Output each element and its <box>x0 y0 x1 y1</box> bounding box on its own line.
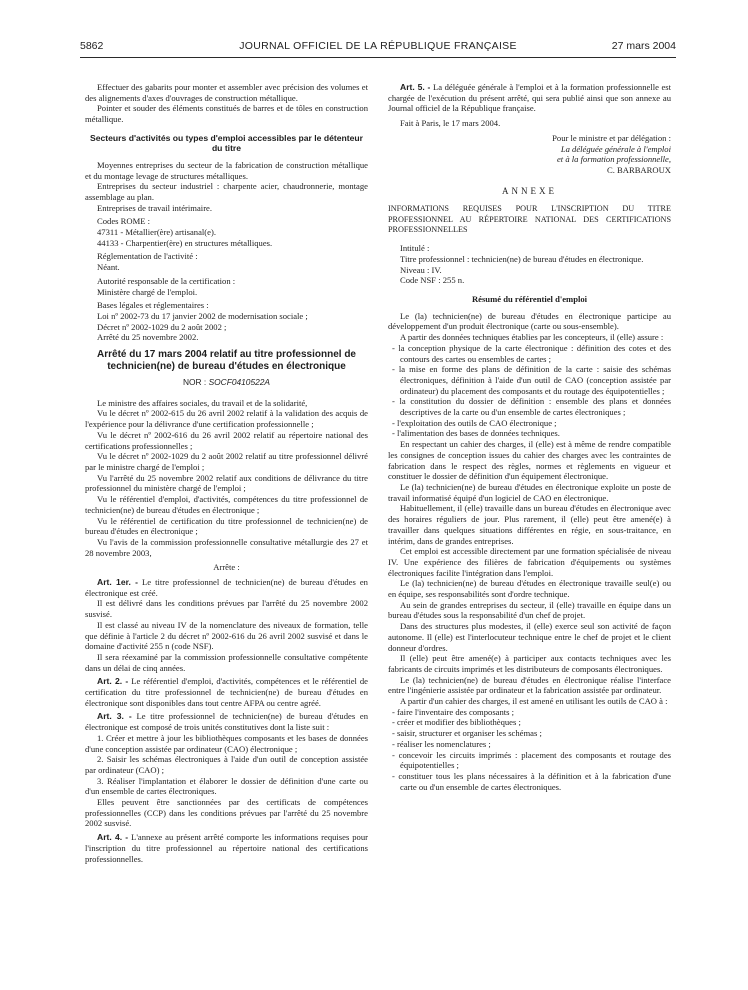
paragraph: Entreprises du secteur industriel : charpente acier, chaudronnerie, montage assemblage au plan. <box>85 181 368 202</box>
nor-reference <box>85 377 368 388</box>
list-item: - la constitution du dossier de définition : ensemble des plans et données descriptives de la carte ou d'un ensemble de cartes électroniques ; <box>392 396 671 418</box>
paragraph: Pointer et souder des éléments constitués de barres et de tôles en construction métallique. <box>85 103 368 125</box>
article-label: Art. 3. - <box>97 711 132 722</box>
annexe-title: ANNEXE <box>502 185 557 196</box>
header-rule <box>80 57 676 58</box>
article-text: L'annexe au présent arrêté comporte les informations requises pour l'inscription du titre professionnel au répertoire national des certifications professionnelles. <box>85 832 368 864</box>
nor-value: SOCF0410522A <box>208 377 271 388</box>
journal-title: JOURNAL OFFICIEL DE LA RÉPUBLIQUE FRANÇAISE <box>239 40 517 52</box>
list-item: - l'alimentation des bases de données techniques. <box>392 428 560 439</box>
list-item: - concevoir les circuits imprimés : placement des composants et routage des équipotentielles ; <box>392 749 671 771</box>
paragraph: Vu le référentiel d'emploi, d'activités, compétences du titre professionnel de technicien(ne) de bureau d'études en électronique ; <box>85 494 368 515</box>
field-label: Autorité responsable de la certification : <box>97 275 236 286</box>
signature-line <box>388 154 671 165</box>
field-value: Ministère chargé de l'emploi. <box>97 286 198 297</box>
paragraph: Le (la) technicien(ne) de bureau d'études en électronique travaille seul(e) ou en équipe, ses responsabilités sont d'ordre technique. <box>388 578 671 600</box>
paragraph: Vu l'arrêté du 25 novembre 2002 relatif aux conditions de délivrance du titre professionnel du ministère chargé de l'emploi ; <box>85 472 368 494</box>
signature-role: La déléguée générale à l'emploi <box>560 143 671 154</box>
field-value: Code NSF : 255 n. <box>400 275 465 286</box>
article-label: Art. 2. - <box>97 676 129 687</box>
article-text: Le titre professionnel de technicien(ne) de bureau d'études en électronique est composé de trois unités constitutives dont la liste suit : <box>85 711 368 733</box>
list-item: 47311 - Métallier(ère) artisanal(e). <box>97 227 216 238</box>
paragraph: Vu le décret nº 2002-615 du 26 avril 2002 relatif à la validation des acquis de l'expérience pour la délivrance d'une certification professionnelle ; <box>85 408 368 430</box>
page-header <box>80 40 676 54</box>
article-label: Art. 4. - <box>97 832 129 843</box>
paragraph: Entreprises de travail intérimaire. <box>97 202 213 213</box>
paragraph: Effectuer des gabarits pour monter et assembler avec précision des volumes et des alignements d'axes d'ouvrages de construction métallique. <box>85 82 368 103</box>
list-item: - l'exploitation des outils de CAO électronique ; <box>392 417 557 428</box>
paragraph: Moyennes entreprises du secteur de la fabrication de construction métallique et du montage levage de structures métalliques. <box>85 159 368 181</box>
list-item: - faire l'inventaire des composants ; <box>392 706 515 717</box>
list-item: Arrêté du 25 novembre 2002. <box>97 332 199 343</box>
decree-title: Arrêté du 17 mars 2004 relatif au titre professionnel de technicien(ne) de bureau d'études en électronique <box>97 349 356 373</box>
article-1 <box>85 577 368 598</box>
list-item: 3. Réaliser l'implantation et élaborer le dossier de définition d'une carte ou d'un ensemble de cartes électroniques. <box>85 775 368 797</box>
paragraph: Le (la) technicien(ne) de bureau d'études en électronique réalise l'interface entre l'ingénierie assistée par ordinateur et la fabrication assistée par ordinateur. <box>388 674 671 696</box>
annexe-heading: INFORMATIONS REQUISES POUR L'INSCRIPTION DU TITRE PROFESSIONNEL AU RÉPERTOIRE NATIONAL DES CERTIFICATIONS PROFESSIONNELLES <box>388 204 671 234</box>
list-item: - constituer tous les plans nécessaires à la définition et à la fabrication d'une carte ou d'un ensemble de cartes électroniques. <box>392 770 671 792</box>
field-label: Réglementation de l'activité : <box>97 251 198 262</box>
paragraph: Au sein de grandes entreprises du secteur, il (elle) travaille en équipe dans un bureau d'études sous la responsabilité d'un chef de projet. <box>388 599 671 621</box>
paragraph: A partir d'un cahier des charges, il est amené en utilisant les outils de CAO à : <box>400 696 668 707</box>
section-title: Résumé du référentiel d'emploi <box>471 294 588 305</box>
article-4 <box>85 832 368 864</box>
paragraph: Habituellement, il (elle) travaille dans un bureau d'études en électronique avec des horaires réguliers de jour. Plus rarement, il (elle) peut être amené(e) à travailler dans quelques situations différentes en régie, en sous-traitance, en intérim, dans de grandes entreprises. <box>388 503 671 546</box>
article-text: Le titre professionnel de technicien(ne) de bureau d'études en électronique est créé. <box>85 577 368 598</box>
list-item: - réaliser les nomenclatures ; <box>392 738 491 749</box>
field-value: Niveau : IV. <box>400 264 442 275</box>
article-text: La déléguée générale à l'emploi et à la formation professionnelle est chargée de l'exécution du présent arrêté, qui sera publié ainsi que son annexe au Journal officiel de la République française. <box>388 82 671 114</box>
signature-date: Fait à Paris, le 17 mars 2004. <box>400 118 501 129</box>
field-value: Néant. <box>97 262 120 273</box>
field-label: Intitulé : <box>400 243 430 254</box>
article-3 <box>85 711 368 732</box>
paragraph: En respectant un cahier des charges, il (elle) est à même de rendre compatible les consignes de conception issues du cahier des charges avec les contraintes de fabrication dans le respect des règles, normes et règlements en vigueur et constituer le dossier de définition d'un équipement électronique. <box>388 439 671 482</box>
paragraph: Cet emploi est accessible directement par une formation spécialisée de niveau IV. Une expérience des filières de fabrication d'équipements ou systèmes électroniques facilite l'intégration dans l'emploi. <box>388 546 671 578</box>
field-label: Codes ROME : <box>97 216 150 227</box>
list-item: Loi nº 2002-73 du 17 janvier 2002 de modernisation sociale ; <box>97 310 308 321</box>
field-label: Bases légales et réglementaires : <box>97 300 209 311</box>
paragraph: Vu le décret nº 2002-616 du 26 avril 2002 relatif au répertoire national des certifications professionnelles ; <box>85 429 368 451</box>
field-value: Titre professionnel : technicien(ne) de bureau d'études en électronique. <box>400 253 644 264</box>
paragraph: Elles peuvent être sanctionnées par des certificats de compétences professionnelles (CCP) dans les conditions prévues par l'arrêté du 25 novembre 2002 susvisé. <box>85 797 368 829</box>
list-item: - la mise en forme des plans de définition de la carte : saisie des schémas électroniques, définition à l'aide d'un outil de CAO (conception assistée par ordinateur) du placement des composants et du routage des équipotentielles ; <box>392 364 671 396</box>
article-5 <box>388 82 671 114</box>
paragraph: Le (la) technicien(ne) de bureau d'études en électronique exploite un poste de travail informatisé équipé d'un logiciel de CAO en électronique. <box>388 481 671 503</box>
nor-label: NOR : <box>182 377 207 388</box>
arrete-word: Arrête : <box>213 562 240 573</box>
paragraph: Vu le référentiel de certification du titre professionnel de technicien(ne) de bureau d'études en électronique ; <box>85 515 368 537</box>
issue-date: 27 mars 2004 <box>611 40 676 52</box>
list-item: 1. Créer et mettre à jour les bibliothèques composants et les bases de données d'une conception assistée par ordinateur (CAO) électronique ; <box>85 732 368 754</box>
signatory-name: C. BARBAROUX <box>607 164 671 175</box>
list-item: - la conception physique de la carte électronique : définition des cotes et des contours des cartes ou ensembles de cartes ; <box>392 342 671 364</box>
signature-line: Pour le ministre et par délégation : <box>552 132 671 143</box>
paragraph: Il est classé au niveau IV de la nomenclature des niveaux de formation, telle que définie à l'article 2 du décret nº 2002-616 du 26 avril 2002 susvisé et dans le domaine d'activité 255 n (code NSF). <box>85 619 368 652</box>
paragraph: A partir des données techniques établies par les concepteurs, il (elle) assure : <box>400 332 664 343</box>
section-title: Secteurs d'activités ou types d'emploi accessibles par le détenteur du titre <box>90 132 363 154</box>
paragraph: Il sera réexaminé par la commission professionnelle consultative compétente dans un délai de cinq années. <box>85 651 368 673</box>
signature-role: et à la formation professionnelle, <box>556 154 671 165</box>
paragraph: Vu le décret nº 2002-1029 du 2 août 2002 relatif au titre professionnel délivré par le ministre chargé de l'emploi ; <box>85 451 368 472</box>
article-text: Le référentiel d'emploi, d'activités, compétences et le référentiel de certification du titre professionnel de technicien(ne) de bureau d'études en électronique sont disponibles dans tout centre AFPA ou centre agréé. <box>85 676 368 708</box>
article-2 <box>85 676 368 708</box>
article-label: Art. 1er. - <box>97 577 138 588</box>
left-column <box>85 82 368 864</box>
paragraph: Vu l'avis de la commission professionnelle consultative métallurgie des 27 et 28 novembre 2003, <box>85 536 368 558</box>
paragraph: Il (elle) peut être amené(e) à participer aux contacts techniques avec les fabricants de circuits imprimés et les distributeurs de composants électroniques. <box>388 653 671 674</box>
paragraph: Dans des structures plus modestes, il (elle) exerce seul son activité de façon autonome. Il (elle) est l'interlocuteur technique entre le chef de projet et le client donneur d'ordres. <box>388 621 671 653</box>
list-item: - créer et modifier des bibliothèques ; <box>392 717 521 728</box>
signature-line <box>388 144 671 155</box>
list-item: 44133 - Charpentier(ère) en structures métalliques. <box>97 237 273 248</box>
list-item: Décret nº 2002-1029 du 2 août 2002 ; <box>97 321 227 332</box>
paragraph: Le ministre des affaires sociales, du travail et de la solidarité, <box>97 397 308 408</box>
list-item: 2. Saisir les schémas électroniques à l'aide d'un outil de conception assistée par ordinateur (CAO) ; <box>85 754 368 775</box>
right-column <box>388 82 671 792</box>
page-number: 5862 <box>80 40 104 52</box>
article-label: Art. 5. - <box>400 82 431 92</box>
paragraph: Le (la) technicien(ne) de bureau d'études en électronique participe au développement d'un produit électronique (carte ou sous-ensemble). <box>388 310 671 332</box>
list-item: - saisir, structurer et organiser les schémas ; <box>392 728 542 739</box>
paragraph: Il est délivré dans les conditions prévues par l'arrêté du 25 novembre 2002 susvisé. <box>85 598 368 620</box>
